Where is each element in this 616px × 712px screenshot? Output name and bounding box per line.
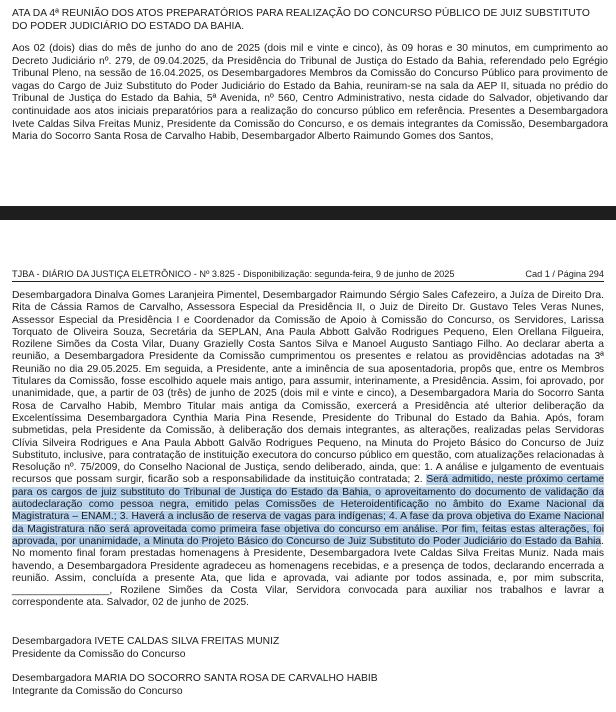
minutes-text-part1: Desembargadora Dinalva Gomes Laranjeira Pimentel, Desembargador Raimundo Sérgio Sales Cafezeiro, a Juíza de Direito Dra. Rita de Cássia Ramos de Carvalho, Assessora Especial da Presidência II, o Juiz de Direito Dr. Gustavo Teles Veras Nunes, Assessor Especial da Presidência I e Coordenador da Comissão de Apoio à Comissão do Concurso, os Servidores, Larissa Torquato de Oliveira Souza, Secretária da SEPLAN, Ana Paula Abbott Galvão Rodrigues Pequeno, Elen Orellana Filgueira, Rozilene Simões da Costa Vilar, Duany Grazielly Costa Santos Silva e Manoel Augusto Santiago Filho. Ao declarar aberta a reunião, a Desembargadora Presidente da Comissão cumprimentou os presentes e relatou as providências adotadas na 3ª Reunião no dia 29.05.2025. Em seguida, a Presidente, ante a iminência de sua aposentadoria, propôs que, entre os Membros Titulares da Comissão, fosse escolhido aquele mais antigo, para assumir, interinamente, a Presidência. Assim, foi aprovado, por unanimidade, que, a partir de 03 (três) de junho de 2025 (dois mil e vinte e cinco), a Desembargadora Maria do Socorro Santa Rosa de Carvalho Habib, Membro Titular mais antiga da Comissão, exercerá a Presidência até ulterior deliberação da Excelentíssima Desembargadora Cynthia Maria Pina Resende, Presidente do Tribunal do Estado da Bahia. Após, foram submetidas, pela Presidente da Comissão, à deliberação dos demais integrantes, as alterações, realizadas pelas Servidoras Clívia Silveira Rodrigues e Ana Paula Abbott Galvão Rodrigues Pequeno, na Minuta do Projeto Básico do Concurso de Juiz Substituto, inclusive, para contratação de instituição executora do concurso público em questão, com atualizações relacionadas à Resolução nº. 75/2009, do Conselho Nacional de Justiça, sendo deliberado, ainda, que: 1. A análise e julgamento de eventuais recursos que possam surgir, ficarão sob a responsabilidade da instituição contratada; 2. xyxy=(12,290,604,486)
signature-name: Desembargadora MARIA DO SOCORRO SANTA ROSA DE CARVALHO HABIB xyxy=(12,673,378,684)
document-title: ATA DA 4ª REUNIÃO DOS ATOS PREPARATÓRIOS PARA REALIZAÇÃO DO CONCURSO PÚBLICO DE JUIZ SUBSTITUTO DO PODER JUDICIÁRIO DO ESTADO DA BAHIA. xyxy=(12,8,590,32)
previous-page-fragment xyxy=(0,0,616,205)
journal-header xyxy=(12,268,604,282)
page-gap xyxy=(0,220,616,268)
minutes-body xyxy=(12,290,604,610)
page-separator xyxy=(0,206,616,220)
journal-header-page: Cad 1 / Página 294 xyxy=(525,269,604,279)
signature-role: Integrante da Comissão do Concurso xyxy=(12,685,183,697)
journal-header-left: TJBA - DIÁRIO DA JUSTIÇA ELETRÔNICO - Nº 3.825 - Disponibilização: segunda-feira, 9 de junho de 2025 xyxy=(12,269,455,279)
signature-block-member xyxy=(12,673,604,698)
minutes-text-part2: . No momento final foram prestadas homenagens à Presidente, Desembargadora Ivete Caldas Silva Freitas Muniz. Nada mais havendo, a Desembargadora Presidente agradeceu as homenagens recebidas, e a presença de todos, declarando encerrada a reunião. Assim, concluída a presente Ata, que lida e aprovada, vai adiante por todos assinada, e, por mim subscrita, _________________, Rozilene Simões da Costa Vilar, Servidora convocada para auxiliar nos trabalhos e lavrar a correspondente ata. Salvador, 02 de junho de 2025. xyxy=(12,535,604,609)
selected-text[interactable]: Será admitido, neste próximo certame para os cargos de juiz substituto do Tribunal de Justiça do Estado da Bahia, o aproveitamento do documento de validação da autodeclaração como pessoa negra, emitido pelas Comissões de Heteroidentificação no âmbito do Exame Nacional da Magistratura – ENAM.; 3. Haverá a inclusão de reserva de vagas para indígenas; 4. A fase da prova objetiva do Exame Nacional da Magistratura não será aproveitada como primeira fase objetiva do concurso em análise. Por fim, feitas estas alterações, foi aprovada, por unanimidade, a Minuta do Projeto Básico do Concurso de Juiz Substituto do Poder Judiciário do Estado da Bahia xyxy=(12,474,604,547)
signature-block-president xyxy=(12,636,604,661)
signature-role: Presidente da Comissão do Concurso xyxy=(12,648,186,660)
intro-paragraph: Aos 02 (dois) dias do mês de junho do ano de 2025 (dois mil e vinte e cinco), às 09 horas e 30 minutos, em cumprimento ao Decreto Judiciário nº. 279, de 09.04.2025, da Presidência do Tribunal de Justiça do Estado da Bahia, referendado pelo Egrégio Tribunal Pleno, na sessão de 16.04.2025, os Desembargadores Membros da Comissão do Concurso Público para provimento de vagas do Cargo de Juiz Substituto do Poder Judiciário do Estado da Bahia, reuniram-se na sala da AEP II, situada no prédio do Tribunal de Justiça do Estado da Bahia, 5ª Avenida, nº 560, Centro Administrativo, nesta cidade do Salvador, objetivando dar continuidade aos atos iniciais preparatórios para a realização do concurso público em referência. Presentes a Desembargadora Ivete Caldas Silva Freitas Muniz, Presidente da Comissão do Concurso, e os demais integrantes da Comissão, Desembargadora Maria do Socorro Santa Rosa de Carvalho Habib, Desembargador Alberto Raimundo Gomes dos Santos, xyxy=(12,43,608,143)
signature-name: Desembargadora IVETE CALDAS SILVA FREITAS MUNIZ xyxy=(12,636,280,647)
